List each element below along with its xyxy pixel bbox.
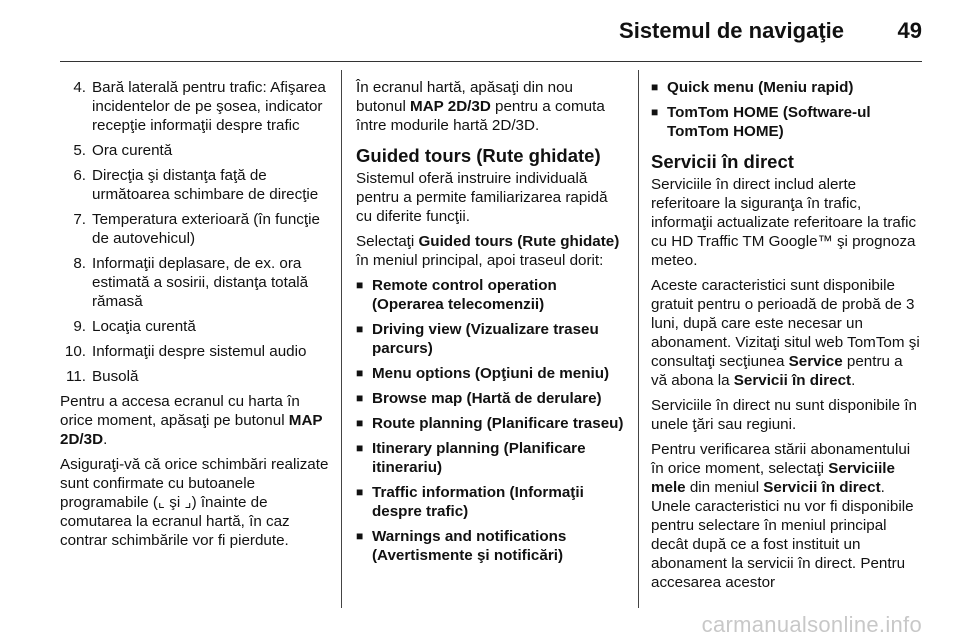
list-item-text: Traffic information (Informaţii despre trafic) [372,484,584,520]
paragraph-guided-select: Selectaţi Guided tours (Rute ghidate) în meniul principal, apoi traseul dorit: [356,233,620,269]
list-item-text: TomTom HOME (Software-ul TomTom HOME) [667,104,871,140]
column-divider-2 [638,70,639,608]
list-item [60,317,330,336]
column-3 [651,78,921,598]
list-item [651,78,921,97]
list-item [60,78,330,135]
column-2 [356,78,626,571]
paragraph-confirm-changes: Asiguraţi-vă că orice schimbări realizate sunt confirmate cu butoanele programabile (⌞ şi ⌟) înainte de comutarea la ecranul hartă, în caz contrar schimbările vor fi pierdute. [60,456,329,549]
column-1 [60,78,330,556]
list-item [651,103,921,141]
list-item [60,141,330,160]
list-item [60,342,330,361]
page-number: 49 [897,18,922,43]
list-item-number: 4. [73,79,86,96]
list-item-text: Temperatura exterioară (în funcţie de autovehicul) [92,211,320,247]
bullet-square-icon: ■ [356,278,364,292]
paragraph-live-subscription: Pentru verificarea stării abonamentului în orice moment, selectaţi Serviciile mele din meniul Servicii în direct. Unele caracteristici nu vor fi disponibile pentru selectare în meniul principal decât după ce a fost instituit un abonament la servicii în direct. Pentru accesarea acestor [651,441,914,591]
paragraph-live-trial: Aceste caracteristici sunt disponibile gratuit pentru o perioadă de probă de 3 luni, după care este necesar un abonament. Vizitaţi situl web TomTom şi consultaţi secţiunea Service pentru a vă abona la Servicii în direct. [651,277,920,389]
list-item-text: Warnings and notifications (Avertismente şi notificări) [372,528,567,564]
section-title-guided-tours: Guided tours (Rute ghidate) [356,145,601,166]
list-item-text: Busolă [92,368,139,385]
bullet-square-icon: ■ [651,105,659,119]
list-item [60,210,330,248]
list-item-number: 9. [73,318,86,335]
bullet-square-icon: ■ [356,529,364,543]
list-item-text: Route planning (Planificare traseu) [372,415,624,432]
list-item [356,527,626,565]
list-item-number: 10. [64,343,86,360]
list-item-text: Direcţia şi distanţa faţă de următoarea schimbare de direcţie [92,167,319,203]
bullet-list [651,78,921,141]
bullet-square-icon: ■ [651,80,659,94]
list-item-text: Bară laterală pentru trafic: Afişarea incidentelor de pe şosea, indicator recepţie informaţii despre trafic [92,79,326,134]
list-item-number: 11. [66,368,86,385]
list-item-text: Informaţii despre sistemul audio [92,343,307,360]
list-item-text: Locaţia curentă [92,318,196,335]
list-item [356,414,626,433]
list-item-text: Remote control operation (Operarea telecomenzii) [372,277,557,313]
section-title-live-services: Servicii în direct [651,151,794,172]
list-item-text: Quick menu (Meniu rapid) [667,79,854,96]
bullet-square-icon: ■ [356,322,364,336]
list-item-number: 5. [73,142,86,159]
list-item-text: Menu options (Opţiuni de meniu) [372,365,610,382]
column-divider-1 [341,70,342,608]
list-item-text: Browse map (Hartă de derulare) [372,390,602,407]
list-item [356,364,626,383]
bullet-square-icon: ■ [356,416,364,430]
list-item [356,483,626,521]
bullet-square-icon: ■ [356,391,364,405]
list-item-text: Informaţii deplasare, de ex. ora estimată a sosirii, distanţa totală rămasă [92,255,309,310]
list-item-number: 7. [73,211,86,228]
numbered-list [60,78,330,386]
list-item [356,320,626,358]
bullet-square-icon: ■ [356,485,364,499]
paragraph-map-toggle: În ecranul hartă, apăsaţi din nou butonul MAP 2D/3D pentru a comuta între modurile hartă 2D/3D. [356,79,605,134]
list-item [60,367,330,386]
paragraph-live-availability: Serviciile în direct nu sunt disponibile în unele ţări sau regiuni. [651,397,917,433]
list-item [356,276,626,314]
paragraph-live-intro: Serviciile în direct includ alerte referitoare la siguranţa în trafic, informaţii actualizate referitoare la trafic cu HD Traffic TM Google™ şi prognoza meteo. [651,176,917,269]
list-item [60,166,330,204]
page-header [0,0,960,60]
list-item [356,389,626,408]
bullet-list [356,276,626,565]
page-title: Sistemul de navigaţie [619,18,844,43]
list-item-text: Itinerary planning (Planificare itinerariu) [372,440,586,476]
list-item [60,254,330,311]
bullet-square-icon: ■ [356,366,364,380]
header-divider [60,61,922,62]
list-item-text: Driving view (Vizualizare traseu parcurs) [372,321,599,357]
list-item-number: 8. [73,255,86,272]
watermark: carmanualsonline.info [701,612,922,637]
bullet-square-icon: ■ [356,441,364,455]
paragraph-map-access: Pentru a accesa ecranul cu harta în orice moment, apăsaţi pe butonul MAP 2D/3D. [60,393,323,448]
list-item [356,439,626,477]
list-item-number: 6. [73,167,86,184]
list-item-text: Ora curentă [92,142,173,159]
paragraph-guided-intro: Sistemul oferă instruire individuală pentru a permite familiarizarea rapidă cu diferite funcţii. [356,170,608,225]
